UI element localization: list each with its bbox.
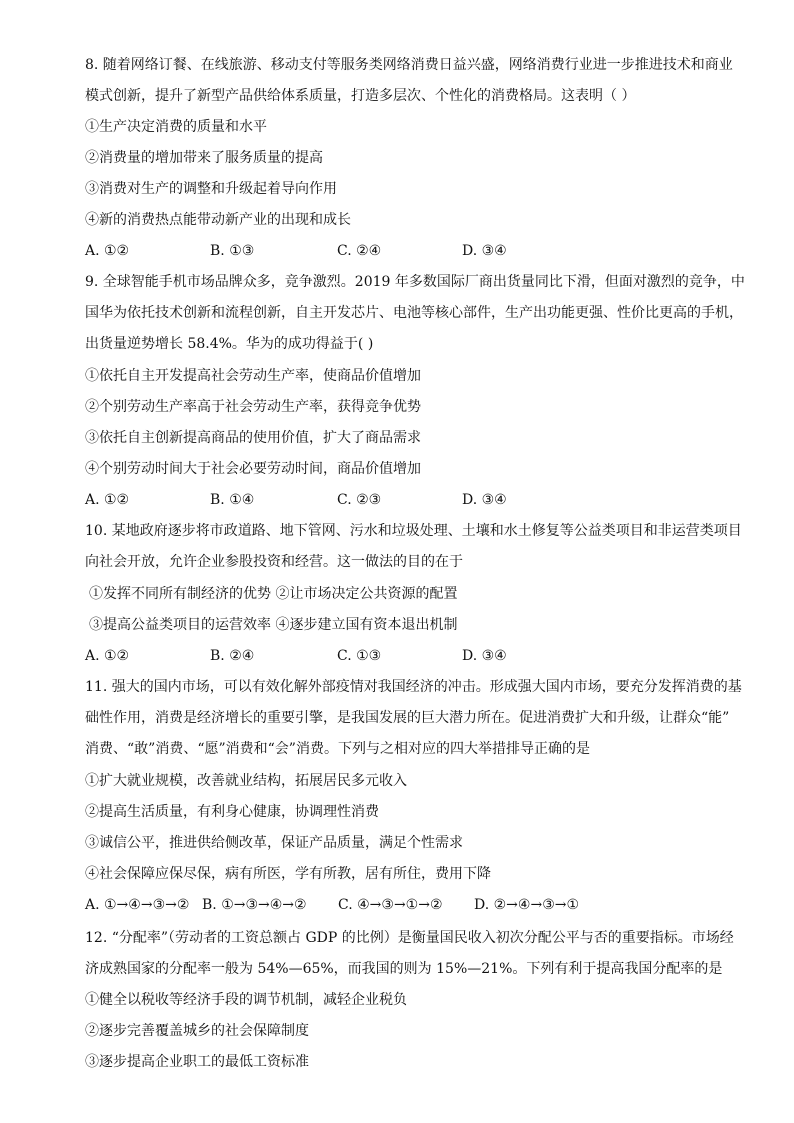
question-12-statement-2: ②逐步完善覆盖城乡的社会保障制度 <box>85 1023 309 1039</box>
question-8-option-c: C. ②④ <box>337 243 382 259</box>
question-8-option-a: A. ①② <box>85 243 130 259</box>
question-10-statements-row-1: ①发挥不同所有制经济的优势 ②让市场决定公共资源的配置 <box>89 586 458 602</box>
question-9-stem-line-1: 9. 全球智能手机市场品牌众多，竞争激烈。2019 年多数国际厂商出货量同比下滑，但面对激烈的竞争，中 <box>85 274 745 290</box>
question-9-option-d: D. ③④ <box>462 492 507 508</box>
question-11-statement-3: ③诚信公平，推进供给侧改革，保证产品质量，满足个性需求 <box>85 835 463 851</box>
question-12-statement-1: ①健全以税收等经济手段的调节机制，减轻企业税负 <box>85 992 407 1008</box>
question-9-stem-line-2: 国华为依托技术创新和流程创新，自主开发芯片、电池等核心部件，生产出功能更强、性价比更高的手机， <box>85 305 743 321</box>
question-10-option-a: A. ①② <box>85 648 130 664</box>
question-11-statement-2: ②提高生活质量，有利身心健康，协调理性消费 <box>85 804 379 820</box>
question-10-option-c: C. ①③ <box>337 648 382 664</box>
question-11-statement-4: ④社会保障应保尽保，病有所医，学有所教，居有所住，费用下降 <box>85 866 491 882</box>
question-8-option-d: D. ③④ <box>462 243 507 259</box>
question-12-stem-line-2: 济成熟国家的分配率一般为 54%—65%，而我国的则为 15%—21%。下列有利于提高我国分配率的是 <box>85 961 723 977</box>
question-11-stem-line-3: 消费、“敢”消费、“愿”消费和“会”消费。下列与之相对应的四大举措排导正确的是 <box>85 741 590 757</box>
question-8-option-b: B. ①③ <box>210 243 255 259</box>
question-11-option-a: A. ①→④→③→② <box>85 897 190 913</box>
question-10-stem-line-2: 向社会开放，允许企业参股投资和经营。这一做法的目的在于 <box>85 554 463 570</box>
question-9-option-c: C. ②③ <box>337 492 382 508</box>
question-12-statement-3: ③逐步提高企业职工的最低工资标准 <box>85 1054 309 1070</box>
question-8-statement-2: ②消费量的增加带来了服务质量的提高 <box>85 150 323 166</box>
question-9-statement-2: ②个别劳动生产率高于社会劳动生产率，获得竞争优势 <box>85 399 421 415</box>
question-8-statement-4: ④新的消费热点能带动新产业的出现和成长 <box>85 212 351 228</box>
question-8-statement-1: ①生产决定消费的质量和水平 <box>85 119 267 135</box>
question-9-statement-1: ①依托自主开发提高社会劳动生产率，使商品价值增加 <box>85 368 421 384</box>
question-8-statement-3: ③消费对生产的调整和升级起着导向作用 <box>85 181 337 197</box>
question-11-option-d: D. ②→④→③→① <box>474 897 580 913</box>
question-11-stem-line-2: 础性作用，消费是经济增长的重要引擎，是我国发展的巨大潜力所在。促进消费扩大和升级，让群众“能” <box>85 710 730 726</box>
question-10-option-d: D. ③④ <box>462 648 507 664</box>
question-9-statement-4: ④个别劳动时间大于社会必要劳动时间，商品价值增加 <box>85 461 421 477</box>
question-10-option-b: B. ②④ <box>210 648 255 664</box>
question-10-statements-row-2: ③提高公益类项目的运营效率 ④逐步建立国有资本退出机制 <box>89 617 458 633</box>
question-8-stem-line-2: 模式创新，提升了新型产品供给体系质量，打造多层次、个性化的消费格局。这表明（ ） <box>85 88 636 104</box>
question-11-option-c: C. ④→③→①→② <box>338 897 443 913</box>
question-11-stem-line-1: 11. 强大的国内市场，可以有效化解外部疫情对我国经济的冲击。形成强大国内市场，要充分发挥消费的基 <box>85 679 742 695</box>
question-9-option-a: A. ①② <box>85 492 130 508</box>
question-9-option-b: B. ①④ <box>210 492 255 508</box>
question-10-stem-line-1: 10. 某地政府逐步将市政道路、地下管网、污水和垃圾处理、土壤和水土修复等公益类项目和非运营类项目 <box>85 523 742 539</box>
question-11-statement-1: ①扩大就业规模，改善就业结构，拓展居民多元收入 <box>85 773 407 789</box>
question-12-stem-line-1: 12. “分配率”（劳动者的工资总额占 GDP 的比例）是衡量国民收入初次分配公平与否的重要指标。市场经 <box>85 930 734 946</box>
question-9-stem-line-3: 出货量逆势增长 58.4%。华为的成功得益于( ) <box>85 336 374 352</box>
question-11-option-b: B. ①→③→④→② <box>202 897 307 913</box>
question-9-statement-3: ③依托自主创新提高商品的使用价值，扩大了商品需求 <box>85 430 421 446</box>
question-8-stem-line-1: 8. 随着网络订餐、在线旅游、移动支付等服务类网络消费日益兴盛，网络消费行业进一步推进技术和商业 <box>85 57 733 73</box>
